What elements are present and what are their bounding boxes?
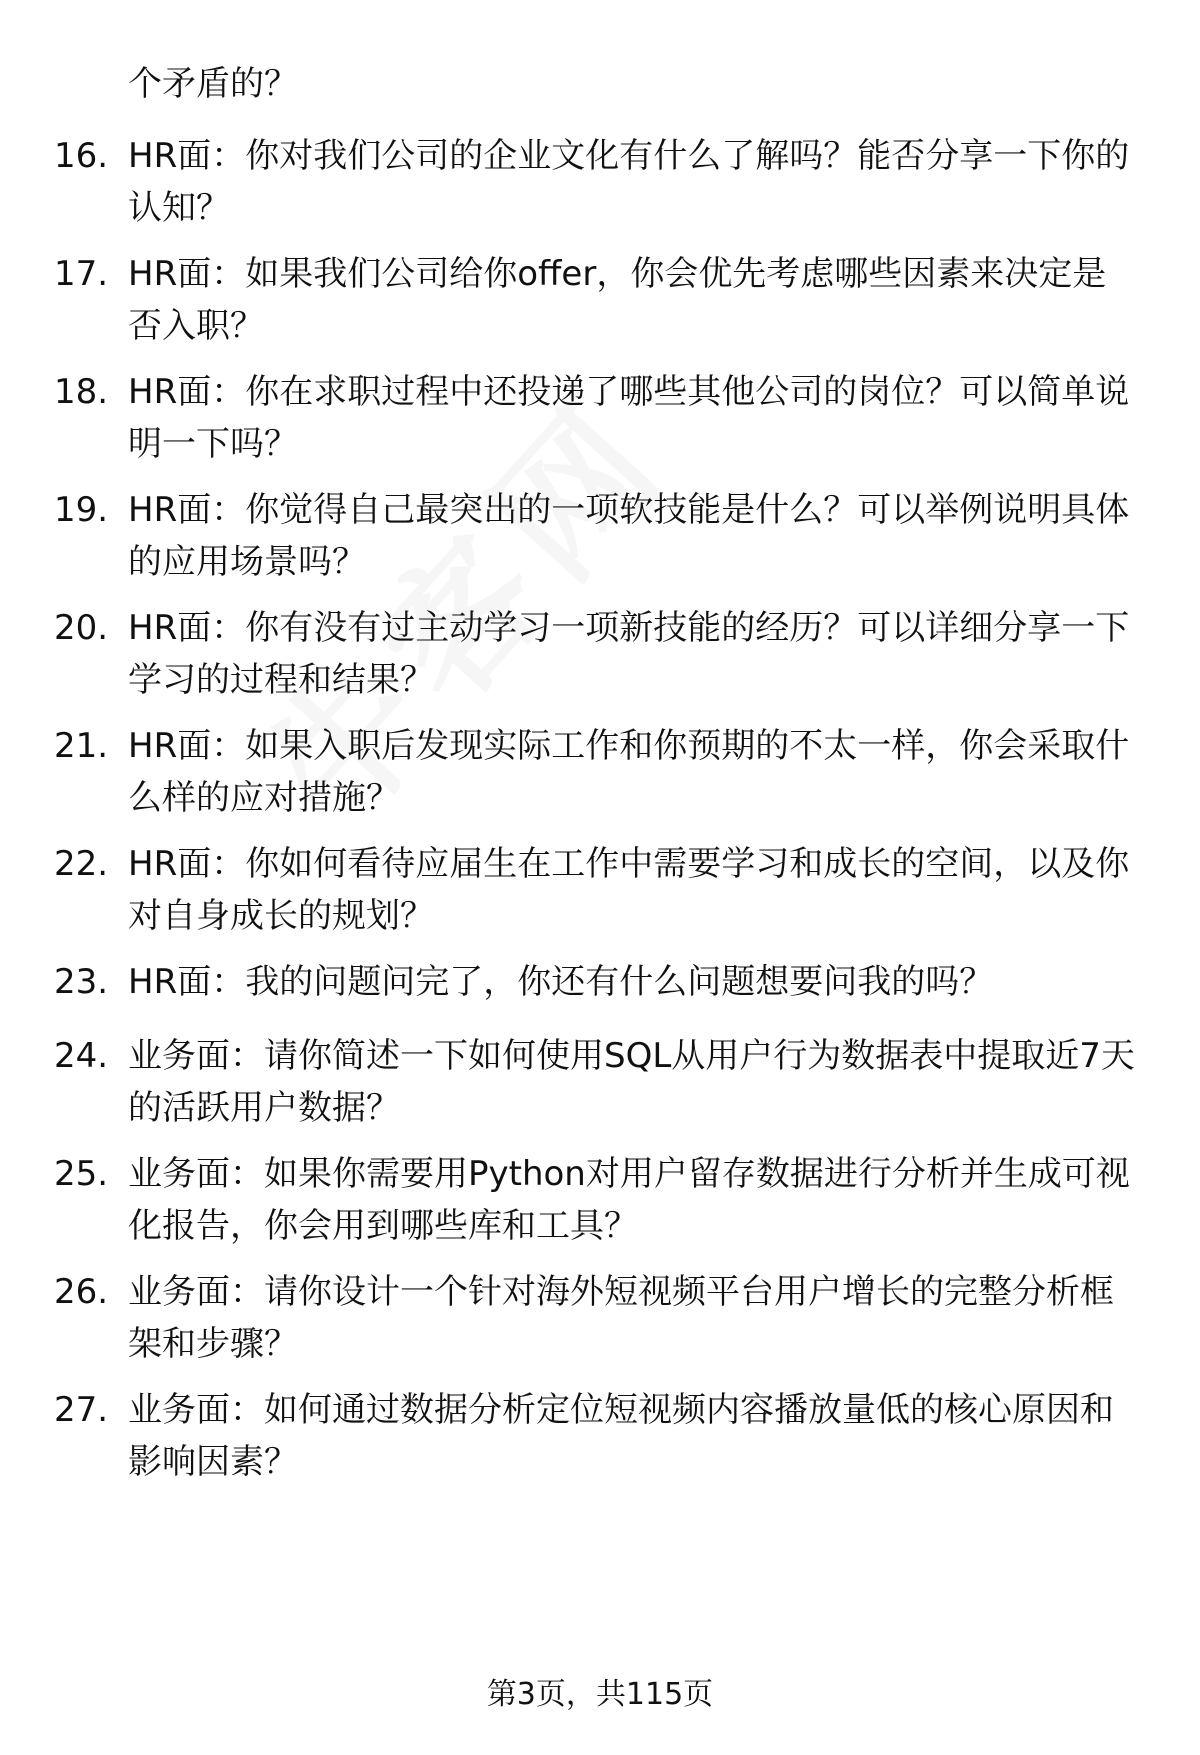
question-number: 17. [54, 254, 109, 294]
question-text: HR面：你在求职过程中还投递了哪些其他公司的岗位？可以简单说明一下吗？ [128, 372, 1130, 464]
question-item [54, 956, 1154, 1008]
question-item [54, 248, 1154, 352]
question-number: 19. [54, 490, 109, 530]
question-text: HR面：如果入职后发现实际工作和你预期的不太一样，你会采取什么样的应对措施？ [128, 726, 1130, 818]
question-text: HR面：你有没有过主动学习一项新技能的经历？可以详细分享一下学习的过程和结果？ [128, 608, 1130, 700]
question-item [54, 1384, 1154, 1488]
question-number: 23. [54, 962, 109, 1002]
question-item [54, 1030, 1154, 1134]
question-text: HR面：如果我们公司给你offer，你会优先考虑哪些因素来决定是否入职？ [128, 254, 1107, 346]
question-item [54, 602, 1154, 706]
question-item [54, 838, 1154, 942]
question-number: 25. [54, 1154, 109, 1194]
question-text: HR面：你觉得自己最突出的一项软技能是什么？可以举例说明具体的应用场景吗？ [128, 490, 1130, 582]
question-item [54, 130, 1154, 234]
question-item [54, 1266, 1154, 1370]
question-text: HR面：我的问题问完了，你还有什么问题想要问我的吗？ [128, 962, 994, 1002]
question-item [54, 366, 1154, 470]
question-number: 20. [54, 608, 109, 648]
continuation-text: 个矛盾的？ [128, 64, 298, 104]
question-text: 业务面：请你设计一个针对海外短视频平台用户增长的完整分析框架和步骤？ [128, 1272, 1114, 1364]
question-text: 业务面：如何通过数据分析定位短视频内容播放量低的核心原因和影响因素？ [128, 1390, 1114, 1482]
question-item [54, 720, 1154, 824]
question-number: 26. [54, 1272, 109, 1312]
question-number: 21. [54, 726, 109, 766]
question-text: HR面：你对我们公司的企业文化有什么了解吗？能否分享一下你的认知？ [128, 136, 1130, 228]
question-number: 27. [54, 1390, 109, 1430]
question-item [54, 484, 1154, 588]
question-number: 24. [54, 1036, 109, 1076]
question-text: HR面：你如何看待应届生在工作中需要学习和成长的空间，以及你对自身成长的规划？ [128, 844, 1130, 936]
page-footer: 第3页，共115页 [486, 1677, 714, 1712]
question-text: 业务面：如果你需要用Python对用户留存数据进行分析并生成可视化报告，你会用到哪些库和工具？ [128, 1154, 1130, 1246]
question-item [54, 1148, 1154, 1252]
question-text: 业务面：请你简述一下如何使用SQL从用户行为数据表中提取近7天的活跃用户数据？ [128, 1036, 1135, 1128]
question-number: 18. [54, 372, 109, 412]
question-number: 16. [54, 136, 109, 176]
question-number: 22. [54, 844, 109, 884]
